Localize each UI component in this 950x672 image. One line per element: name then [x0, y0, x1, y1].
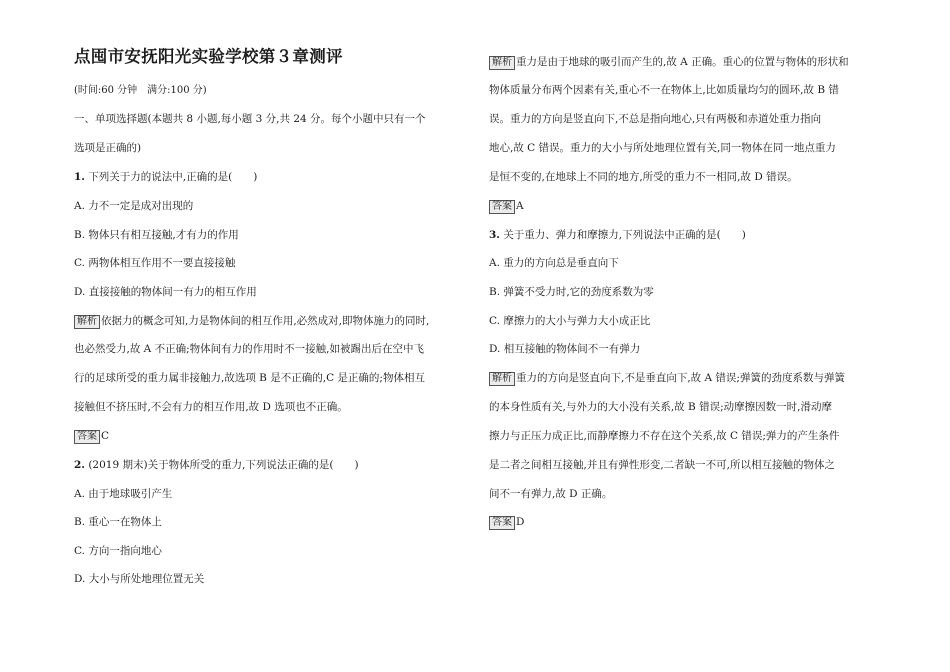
question-text: (2019 期末)关于物体所受的重力,下列说法正确的是( )	[88, 459, 359, 471]
analysis-text: 重力的方向是竖直向下,不是垂直向下,故 A 错误;弹簧的劲度系数与弹簧	[516, 372, 845, 384]
answer-tag: 答案	[489, 516, 515, 530]
q1-answer: C	[101, 430, 110, 442]
q1-option-b: B. 物体只有相互接触,才有力的作用	[74, 229, 239, 241]
analysis-text: 依据力的概念可知,力是物体间的相互作用,必然成对,即物体施力的同时,	[101, 315, 430, 327]
question-3-stem	[489, 228, 746, 242]
analysis-tag: 解析	[74, 315, 100, 329]
q3-option-a: A. 重力的方向总是垂直向下	[489, 257, 619, 269]
q3-answer: D	[516, 516, 525, 528]
q3-option-d: D. 相互接触的物体间不一有弹力	[489, 343, 641, 355]
q3-analysis-line: 是二者之间相互接触,并且有弹性形变,二者缺一不可,所以相互接触的物体之	[489, 459, 836, 471]
q2-analysis-line: 物体质量分布两个因素有关,重心不一在物体上,比如质量均匀的圆环,故 B 错	[489, 84, 839, 96]
q1-option-d: D. 直接接触的物体间一有力的相互作用	[74, 286, 257, 298]
q3-option-b: B. 弹簧不受力时,它的劲度系数为零	[489, 286, 654, 298]
answer-tag: 答案	[74, 430, 100, 444]
q1-answer-line	[74, 429, 109, 444]
q2-answer-line	[489, 199, 524, 214]
analysis-text: 重力是由于地球的吸引而产生的,故 A 正确。重心的位置与物体的形状和	[516, 56, 849, 68]
q2-analysis-line: 是恒不变的,在地球上不同的地方,所受的重力不一相同,故 D 错误。	[489, 171, 798, 183]
analysis-tag: 解析	[489, 56, 515, 70]
q2-option-b: B. 重心一在物体上	[74, 516, 162, 528]
q1-analysis-line: 接触但不挤压时,不会有力的相互作用,故 D 选项也不正确。	[74, 401, 348, 413]
section-heading-line1: 一、单项选择题(本题共 8 小题,每小题 3 分,共 24 分。每个小题中只有一个	[74, 113, 426, 125]
question-number: 1.	[74, 171, 85, 183]
q3-answer-line	[489, 515, 524, 530]
q3-option-c: C. 摩擦力的大小与弹力大小成正比	[489, 315, 651, 327]
q1-analysis-line	[74, 314, 429, 329]
q3-analysis-line: 擦力与正压力成正比,而静摩擦力不存在这个关系,故 C 错误;弹力的产生条件	[489, 430, 840, 442]
question-text: 下列关于力的说法中,正确的是( )	[88, 171, 258, 183]
q2-analysis-line: 地心,故 C 错误。重力的大小与所处地理位置有关,同一物体在同一地点重力	[489, 142, 836, 154]
analysis-tag: 解析	[489, 372, 515, 386]
q2-option-d: D. 大小与所处地理位置无关	[74, 573, 205, 585]
q1-analysis-line: 也必然受力,故 A 不正确;物体间有力的作用时不一接触,如被踢出后在空中飞	[74, 343, 424, 355]
question-number: 2.	[74, 459, 85, 471]
question-text: 关于重力、弹力和摩擦力,下列说法中正确的是( )	[503, 229, 746, 241]
q2-option-c: C. 方向一指向地心	[74, 545, 162, 557]
section-heading-line2: 选项是正确的)	[74, 142, 142, 154]
q2-analysis-line	[489, 55, 849, 70]
question-1-stem	[74, 170, 257, 184]
page-title: 点囤市安抚阳光实验学校第３章测评	[74, 47, 343, 66]
q1-analysis-line: 行的足球所受的重力属非接触力,故选项 B 是不正确的,C 是正确的;物体相互	[74, 372, 425, 384]
q2-analysis-line: 误。重力的方向是竖直向下,不总是指向地心,只有两极和赤道处重力指向	[489, 113, 822, 125]
q3-analysis-line: 间不一有弹力,故 D 正确。	[489, 488, 613, 500]
q3-analysis-line: 的本身性质有关,与外力的大小没有关系,故 B 错误;动摩擦因数一时,滑动摩	[489, 401, 832, 413]
q2-answer: A	[516, 200, 524, 212]
exam-meta: (时间:60 分钟 满分:100 分)	[74, 85, 207, 96]
q2-option-a: A. 由于地球吸引产生	[74, 488, 173, 500]
q3-analysis-line	[489, 371, 845, 386]
q1-option-a: A. 力不一定是成对出现的	[74, 200, 194, 212]
q1-option-c: C. 两物体相互作用不一要直接接触	[74, 257, 236, 269]
question-2-stem	[74, 458, 359, 472]
answer-tag: 答案	[489, 200, 515, 214]
question-number: 3.	[489, 229, 500, 241]
